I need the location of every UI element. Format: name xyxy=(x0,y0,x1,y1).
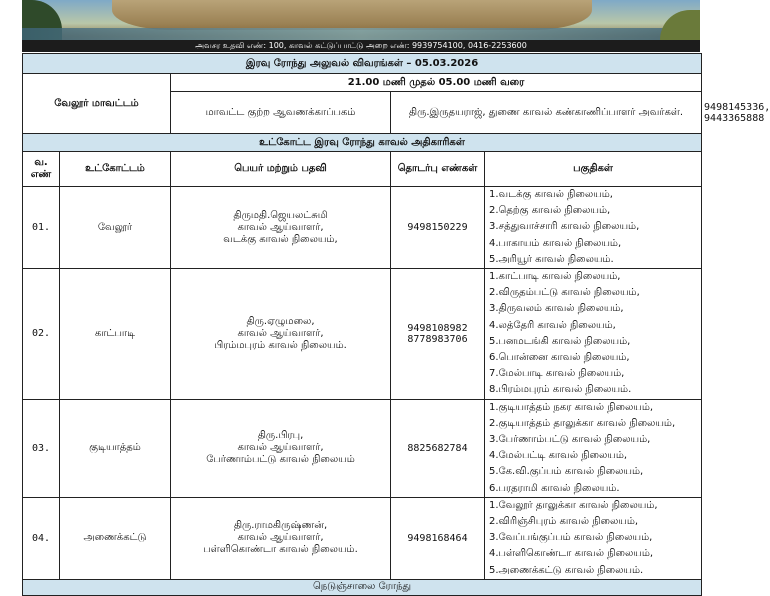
table-row xyxy=(23,269,702,400)
row-phones xyxy=(391,187,485,269)
table-row xyxy=(23,399,702,497)
area-item: 4.பாகாயம் காவல் நிலையம், xyxy=(489,237,622,249)
officer-line: பிரம்மபுரம் காவல் நிலையம். xyxy=(214,339,347,351)
area-item: 1.காட்பாடி காவல் நிலையம், xyxy=(489,271,621,283)
row-phones xyxy=(391,399,485,497)
area-item: 7.மேல்பாடி காவல் நிலையம், xyxy=(489,368,625,380)
moat-water xyxy=(22,28,700,40)
area-item: 5.கே.வி.குப்பம் காவல் நிலையம், xyxy=(489,466,644,478)
area-item: 2.விரிஞ்சிபுரம் காவல் நிலையம், xyxy=(489,516,639,528)
area-item: 5.அணைக்கட்டு காவல் நிலையம். xyxy=(489,564,644,576)
row-officer xyxy=(171,187,391,269)
row-areas xyxy=(485,399,702,497)
row-areas xyxy=(485,269,702,400)
row-officer xyxy=(171,399,391,497)
officer-line: திரு.ராமகிருஷ்ணன், xyxy=(233,520,328,532)
area-item: 1.வடக்கு காவல் நிலையம், xyxy=(489,189,613,200)
area-item: 2.தெற்கு காவல் நிலையம், xyxy=(489,205,611,217)
officer-line: திருமதி.ஜெயலட்சுமி xyxy=(233,209,328,221)
row-phones xyxy=(391,269,485,400)
district-office-unit: மாவட்ட குற்ற ஆவணக்காப்பகம் xyxy=(171,92,391,134)
area-item: 1.குடியாத்தம் நகர காவல் நிலையம், xyxy=(489,401,654,413)
row-areas xyxy=(485,187,702,269)
fort-wall xyxy=(112,0,592,30)
area-item: 4.லத்தேரி காவல் நிலையம், xyxy=(489,319,616,331)
col-header-subdivision: உட்கோட்டம் xyxy=(60,152,171,187)
col-header-phones: தொடர்பு எண்கள் xyxy=(391,152,485,187)
row-subdivision: காட்பாடி xyxy=(60,269,171,400)
area-item: 4.மேல்பட்டி காவல் நிலையம், xyxy=(489,450,628,462)
area-item: 3.திருவலம் காவல் நிலையம், xyxy=(489,303,624,315)
phone-number: 8778983706 xyxy=(407,333,468,345)
area-item: 6.பரதராமி காவல் நிலையம். xyxy=(489,482,620,494)
phone-number: 8825682784 xyxy=(407,442,468,454)
area-item: 5.அரியூர் காவல் நிலையம். xyxy=(489,253,614,265)
officer-line: காவல் ஆய்வாளர், xyxy=(237,327,324,339)
area-item: 2.குடியாத்தம் தாலுக்கா காவல் நிலையம், xyxy=(489,417,676,429)
footer-partial-heading: நெடுஞ்சாலை ரோந்து xyxy=(23,579,702,595)
col-header-officer: பெயர் மற்றும் பதவி xyxy=(171,152,391,187)
table-row xyxy=(23,497,702,579)
officer-line: காவல் ஆய்வாளர், xyxy=(237,442,324,454)
col-header-areas: பகுதிகள் xyxy=(485,152,702,187)
row-subdivision: வேலூர் xyxy=(60,187,171,269)
row-officer xyxy=(171,497,391,579)
district-office-officer: திரு.இருதயராஜ், துணை காவல் கண்காணிப்பாளர் அவர்கள். xyxy=(391,92,702,134)
row-phones xyxy=(391,497,485,579)
area-item: 3.சத்துவாச்சாரி காவல் நிலையம், xyxy=(489,221,640,233)
area-item: 3.வேப்பங்குப்பம் காவல் நிலையம், xyxy=(489,532,653,544)
officer-line: காவல் ஆய்வாளர், xyxy=(237,532,324,544)
vellore-fort-banner xyxy=(22,0,700,52)
phone-number: 9498168464 xyxy=(407,532,468,544)
col-header-serial: வ. எண் xyxy=(23,152,60,187)
area-item: 5.பனமடங்கி காவல் நிலையம், xyxy=(489,335,631,347)
officer-line: திரு.ஏழுமலை, xyxy=(246,315,315,327)
officer-line: பள்ளிகொண்டா காவல் நிலையம். xyxy=(203,544,358,556)
row-subdivision: அணைக்கட்டு xyxy=(60,497,171,579)
patrol-time: 21.00 மணி முதல் 05.00 மணி வரை xyxy=(171,74,702,92)
row-serial: 01. xyxy=(23,187,60,269)
area-item: 1.வேலூர் தாலுக்கா காவல் நிலையம், xyxy=(489,499,658,511)
officer-line: பேர்ணாம்பட்டு காவல் நிலையம் xyxy=(206,454,355,466)
phone-number: 9498108982 xyxy=(407,322,468,334)
row-serial: 02. xyxy=(23,269,60,400)
row-subdivision: குடியாத்தம் xyxy=(60,399,171,497)
table-row xyxy=(23,187,702,269)
district-name: வேலூர் மாவட்டம் xyxy=(23,74,171,134)
area-item: 4.பள்ளிகொண்டா காவல் நிலையம், xyxy=(489,548,654,560)
area-item: 3.பேர்ணாம்பட்டு காவல் நிலையம், xyxy=(489,434,651,446)
officer-line: காவல் ஆய்வாளர், xyxy=(237,221,324,233)
phone-number: 9498150229 xyxy=(407,222,468,233)
patrol-table: இரவு ரோந்து அலுவல் விவரங்கள் – 05.03.2026 வேலூர் மாவட்டம் 21.00 மணி முதல் 05.00 மணி வரை மாவட்ட குற்ற ஆவணக்காப்பகம் திரு.இருதயராஜ், துணை காவல் கண்காணிப்பாளர் அவர்கள். 9498145336, 9443365888 உட்கோட்ட இரவு ரோந்து காவல் அதிகாரிகள் வ. எண் உட்கோட்டம் பெயர் மற்றும் பதவி தொடர்பு எண்கள் பகுதிகள் 01. வேலூர் திருமதி.ஜெயலட்சுமி காவல் ஆய்வாளர், வடக்கு காவல் நிலையம், 9498150229 1.வடக்கு காவல் நிலையம், 2.தெற்கு காவல் நிலையம், 3.சத்துவாச்சாரி காவல் நிலையம், 4.பாகாயம் காவல் நிலையம், 5.அரியூர் காவல் நிலையம். 02. காட்பாடி திரு.ஏழுமலை, காவல் ஆய்வாளர், பிரம்மபுரம் காவல் நிலையம். 9498108982 8778983706 1.காட்பாடி காவல் நிலையம், 2.விருதம்பட்டு காவல் நிலையம், 3.திருவலம் காவல் நிலையம், 4.லத்தேரி காவல் நிலையம், 5.பனமடங்கி காவல் நிலையம், 6.பொன்னை காவல் நிலையம், 7.மேல்பாடி காவல் நிலையம், 8.பிரம்மபுரம் காவல் நிலையம். 03. குடியாத்தம் திரு.பிரபு, காவல் ஆய்வாளர், பேர்ணாம்பட்டு காவல் நிலையம் 8825682784 1.குடியாத்தம் நகர காவல் நிலையம், 2.குடியாத்தம் தாலுக்கா காவல் நிலையம், 3.பேர்ணாம்பட்டு காவல் நிலையம், 4.மேல்பட்டி காவல் நிலையம், 5.கே.வி.குப்பம் காவல் நிலையம், 6.பரதராமி காவல் நிலையம். 04. அணைக்கட்டு திரு.ராமகிருஷ்ணன், காவல் ஆய்வாளர், பள்ளிகொண்டா காவல் நிலையம். 9498168464 1.வேலூர் தாலுக்கா காவல் நிலையம், 2.விரிஞ்சிபுரம் காவல் நிலையம், 3.வேப்பங்குப்பம் காவல் நிலையம், 4.பள்ளிகொண்டா காவல் நிலையம், 5.அணைக்கட்டு காவல் நிலையம். நெடுஞ்சாலை ரோந்து xyxy=(22,53,702,596)
officer-line: திரு.பிரபு, xyxy=(257,430,304,442)
row-serial: 04. xyxy=(23,497,60,579)
helpline-strip: அவசர உதவி எண்: 100, காவல் கட்டுப்பாட்டு அறை எண்: 9939754100, 0416-2253600 xyxy=(22,40,700,52)
officer-line: வடக்கு காவல் நிலையம், xyxy=(223,233,338,245)
area-item: 8.பிரம்மபுரம் காவல் நிலையம். xyxy=(489,384,632,396)
area-item: 2.விருதம்பட்டு காவல் நிலையம், xyxy=(489,287,640,299)
row-officer xyxy=(171,269,391,400)
row-serial: 03. xyxy=(23,399,60,497)
area-item: 6.பொன்னை காவல் நிலையம், xyxy=(489,352,630,364)
document-title: இரவு ரோந்து அலுவல் விவரங்கள் – 05.03.2026 xyxy=(23,54,702,74)
section-subtitle: உட்கோட்ட இரவு ரோந்து காவல் அதிகாரிகள் xyxy=(23,134,702,152)
row-areas xyxy=(485,497,702,579)
